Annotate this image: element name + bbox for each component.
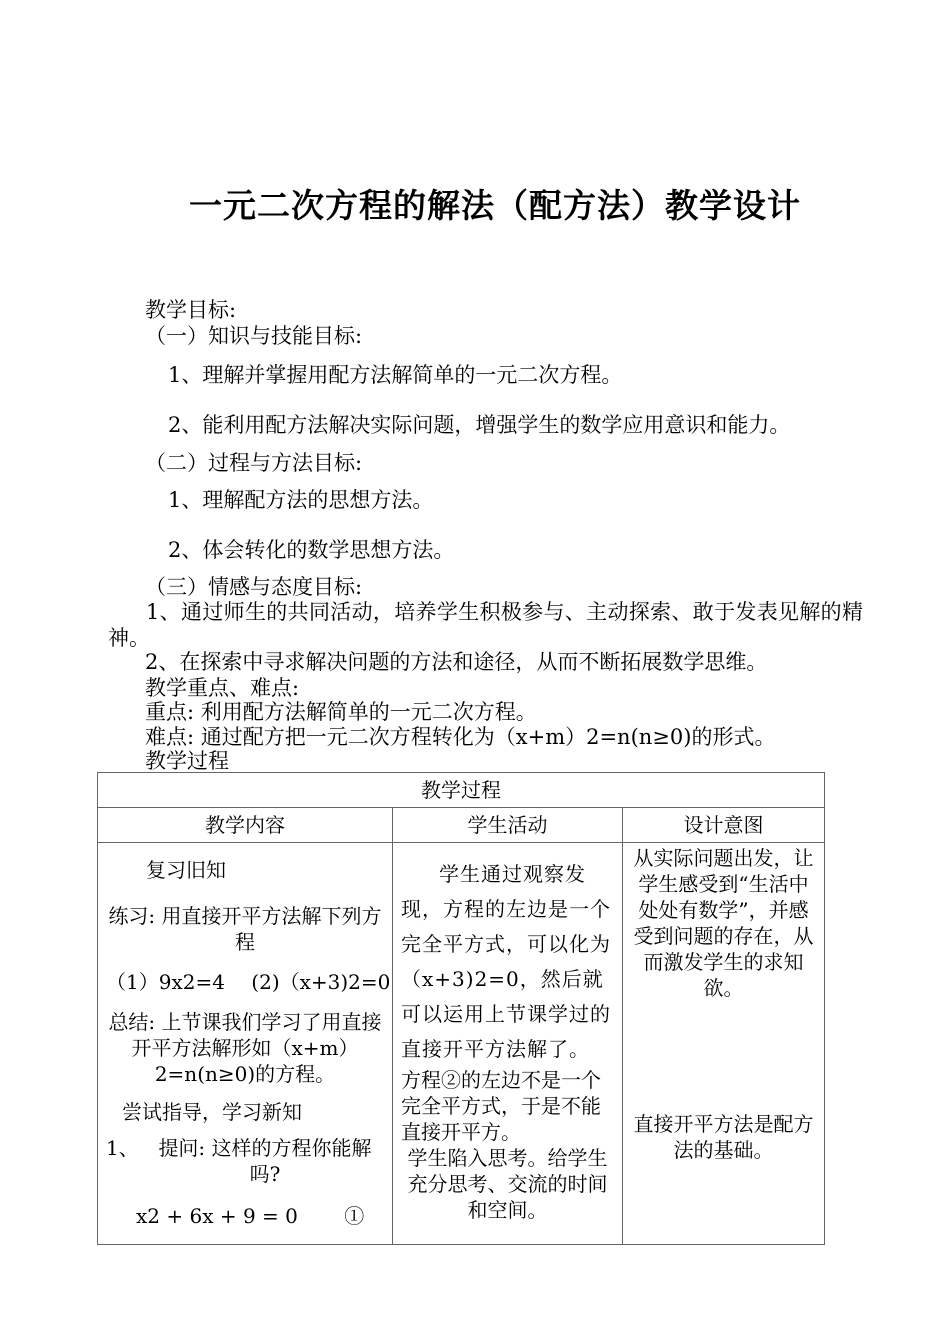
activity-think: 学生陷入思考。给学生充分思考、交流的时间和空间。 [407, 1146, 608, 1222]
review-label: 复习旧知 [146, 858, 226, 882]
keypoints-heading: 教学重点、难点: [145, 676, 300, 700]
question-number: 1、 [106, 1136, 139, 1160]
activity-not-square: 方程②的左边不是一个完全平方式，于是不能直接开平方。 [401, 1068, 601, 1144]
document-title: 一元二次方程的解法（配方法）教学设计 [189, 186, 801, 225]
table-caption: 教学过程 [98, 773, 825, 808]
intent-cell [623, 843, 825, 1245]
process-heading: 教学过程 [145, 749, 229, 773]
question-text: 提问: 这样的方程你能解吗? [158, 1136, 372, 1186]
activity-observe: 学生通过观察发现，方程的左边是一个完全平方式，可以化为（x+3)2=0，然后就可以运用上节课学过的直接开平方法解了。 [401, 862, 611, 1061]
practice-text: 练习: 用直接开平方法解下列方程 [108, 904, 382, 954]
difficult-point: 难点: 通过配方把一元二次方程转化为（x+m）2=n(n≥0)的形式。 [145, 725, 776, 749]
objective-item: 2、在探索中寻求解决问题的方法和途径，从而不断拓展数学思维。 [145, 650, 768, 674]
intent-basis: 直接开平方法是配方法的基础。 [633, 1112, 814, 1162]
intent-real-problem: 从实际问题出发，让学生感受到“生活中处处有数学”，并感受到问题的存在，从而激发学生的求知欲。 [633, 846, 814, 1000]
teaching-process-table [97, 772, 825, 1245]
section-process-method: （二）过程与方法目标: [145, 451, 363, 475]
guide-label: 尝试指导，学习新知 [122, 1100, 302, 1124]
equation-1: x2 + 6x + 9 = 0 ① [136, 1204, 365, 1228]
summary-text: 总结: 上节课我们学习了用直接开平方法解形如（x+m）2=n(n≥0)的方程。 [108, 1010, 382, 1086]
activity-cell [393, 843, 623, 1245]
column-header-activity: 学生活动 [393, 808, 623, 843]
objective-item: 1、通过师生的共同活动，培养学生积极参与、主动探索、敢于发表见解的精神。 [108, 600, 863, 650]
objective-item: 1、理解配方法的思想方法。 [168, 488, 434, 512]
column-header-content: 教学内容 [98, 808, 393, 843]
column-header-intent: 设计意图 [623, 808, 825, 843]
section-emotion-attitude: （三）情感与态度目标: [145, 575, 363, 599]
objective-item: 2、能利用配方法解决实际问题，增强学生的数学应用意识和能力。 [168, 413, 791, 437]
content-cell [98, 843, 393, 1245]
practice-equations: （1）9x2=4 (2)（x+3)2=0 [106, 970, 391, 994]
section-knowledge-skills: （一）知识与技能目标: [145, 324, 363, 348]
objective-item: 1、理解并掌握用配方法解简单的一元二次方程。 [168, 363, 623, 387]
key-point: 重点: 利用配方法解简单的一元二次方程。 [145, 700, 537, 724]
objectives-heading: 教学目标: [145, 298, 237, 322]
objective-item: 2、体会转化的数学思想方法。 [168, 538, 455, 562]
